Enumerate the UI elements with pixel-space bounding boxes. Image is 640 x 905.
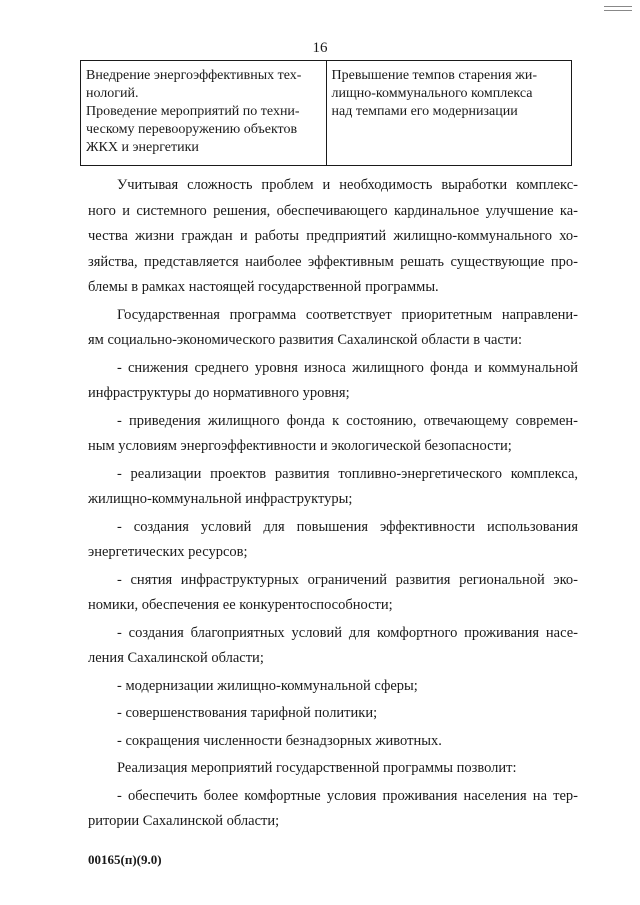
text-line: зяйства, представляется наиболее эффективным решать существующие про-	[88, 253, 578, 270]
list-item: - приведения жилищного фонда к состоянию, отвечающему современ-	[117, 412, 578, 429]
list-item: - снятия инфраструктурных ограничений развития региональной эко-	[117, 571, 578, 588]
table-row	[81, 61, 572, 166]
text-line: ным условиям энергоэффективности и экологической безопасности;	[88, 438, 512, 454]
table-cell-right	[326, 61, 572, 166]
text-line: ного и системного решения, обеспечивающего кардинальное улучшение ка-	[88, 202, 578, 219]
page-number: 16	[312, 40, 328, 56]
text-line: Реализация мероприятий государственной программы позволит:	[117, 760, 517, 776]
list-item: - сокращения численности безнадзорных животных.	[117, 732, 442, 749]
cell-line: ческому перевооружению объектов	[86, 122, 298, 137]
text-line: ям социально-экономического развития Сахалинской области в части:	[88, 332, 523, 348]
cell-line: Превышение темпов старения жи-	[331, 68, 538, 83]
cell-line: нологий.	[86, 86, 139, 101]
list-item: - снижения среднего уровня износа жилищного фонда и коммунальной	[117, 359, 578, 376]
list-item: - обеспечить более комфортные условия проживания населения на тер-	[117, 787, 578, 804]
text-line: ритории Сахалинской области;	[88, 813, 280, 829]
text-line: блемы в рамках настоящей государственной программы.	[88, 279, 439, 295]
list-item: - создания условий для повышения эффективности использования	[117, 518, 578, 535]
text-line: ления Сахалинской области;	[88, 650, 264, 666]
table-cell-left	[81, 61, 327, 166]
text-line: Учитывая сложность проблем и необходимость выработки комплекс-	[117, 177, 578, 193]
cell-line: над темпами его модернизации	[331, 104, 518, 119]
list-item: - создания благоприятных условий для комфортного проживания насе-	[117, 624, 578, 641]
text-line: Государственная программа соответствует приоритетным направлени-	[117, 306, 578, 323]
cell-line: Внедрение энергоэффективных тех-	[86, 68, 302, 83]
list-item: - модернизации жилищно-коммунальной сферы;	[117, 677, 418, 694]
body-text	[88, 173, 578, 835]
document-code: 00165(п)(9.0)	[88, 852, 162, 867]
cell-line: ЖКХ и энергетики	[86, 140, 199, 155]
text-line: энергетических ресурсов;	[88, 544, 248, 560]
text-line: жилищно-коммунальной инфраструктуры;	[88, 491, 353, 507]
scan-mark	[604, 6, 632, 16]
cell-line: лищно-коммунального комплекса	[331, 86, 533, 101]
text-line: чества жизни граждан и работы предприятий жилищно-коммунального хо-	[88, 228, 578, 244]
cell-line: Проведение мероприятий по техни-	[86, 104, 300, 119]
list-item: - реализации проектов развития топливно-энергетического комплекса,	[117, 465, 578, 482]
text-line: номики, обеспечения ее конкурентоспособности;	[88, 597, 393, 613]
list-item: - совершенствования тарифной политики;	[117, 705, 378, 721]
text-line: инфраструктуры до нормативного уровня;	[88, 385, 350, 401]
problems-table	[80, 60, 572, 166]
